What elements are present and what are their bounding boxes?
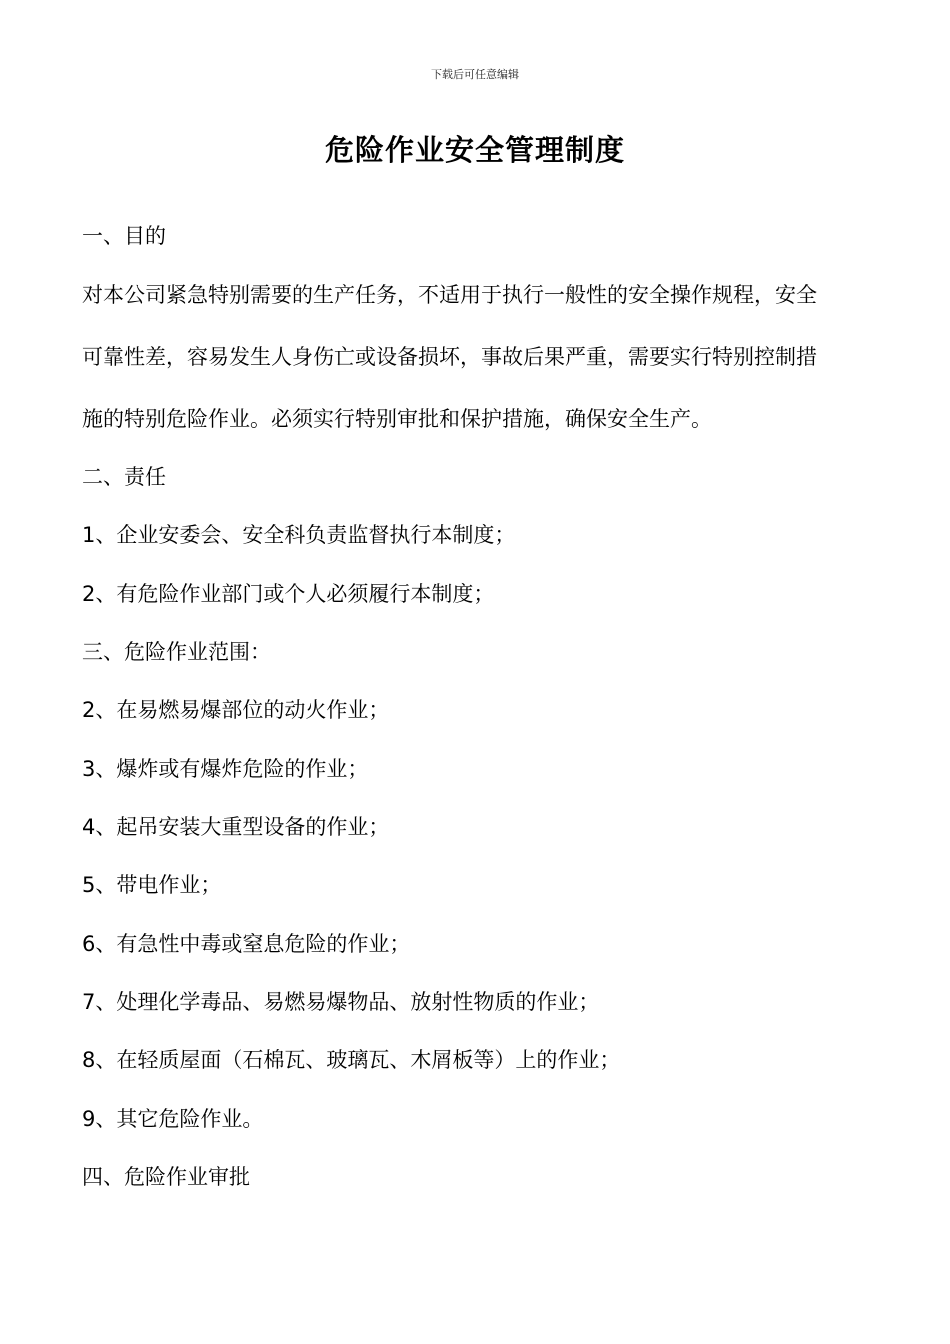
header-note: 下载后可任意编辑 xyxy=(431,68,519,81)
scope-item: 3、爆炸或有爆炸危险的作业； xyxy=(82,757,369,781)
section-heading-approval: 四、危险作业审批 xyxy=(82,1165,250,1189)
scope-item: 4、起吊安装大重型设备的作业； xyxy=(82,815,390,839)
purpose-paragraph-line: 可靠性差，容易发生人身伤亡或设备损坏，事故后果严重，需要实行特别控制措 xyxy=(82,345,817,369)
scope-item: 8、在轻质屋面（石棉瓦、玻璃瓦、木屑板等）上的作业； xyxy=(82,1048,621,1072)
section-heading-responsibility: 二、责任 xyxy=(82,465,166,489)
document-title: 危险作业安全管理制度 xyxy=(324,133,625,167)
scope-item: 5、带电作业； xyxy=(82,873,222,897)
scope-item: 9、其它危险作业。 xyxy=(82,1107,264,1131)
scope-item: 6、有急性中毒或窒息危险的作业； xyxy=(82,932,411,956)
purpose-paragraph-line: 对本公司紧急特别需要的生产任务，不适用于执行一般性的安全操作规程，安全 xyxy=(82,283,817,307)
section-heading-scope: 三、危险作业范围： xyxy=(82,640,271,664)
responsibility-item: 1、企业安委会、安全科负责监督执行本制度； xyxy=(82,523,516,547)
section-heading-purpose: 一、目的 xyxy=(82,224,166,248)
responsibility-item: 2、有危险作业部门或个人必须履行本制度； xyxy=(82,582,495,606)
scope-item: 2、在易燃易爆部位的动火作业； xyxy=(82,698,390,722)
purpose-paragraph-line: 施的特别危险作业。必须实行特别审批和保护措施，确保安全生产。 xyxy=(82,407,712,431)
scope-item: 7、处理化学毒品、易燃易爆物品、放射性物质的作业； xyxy=(82,990,600,1014)
